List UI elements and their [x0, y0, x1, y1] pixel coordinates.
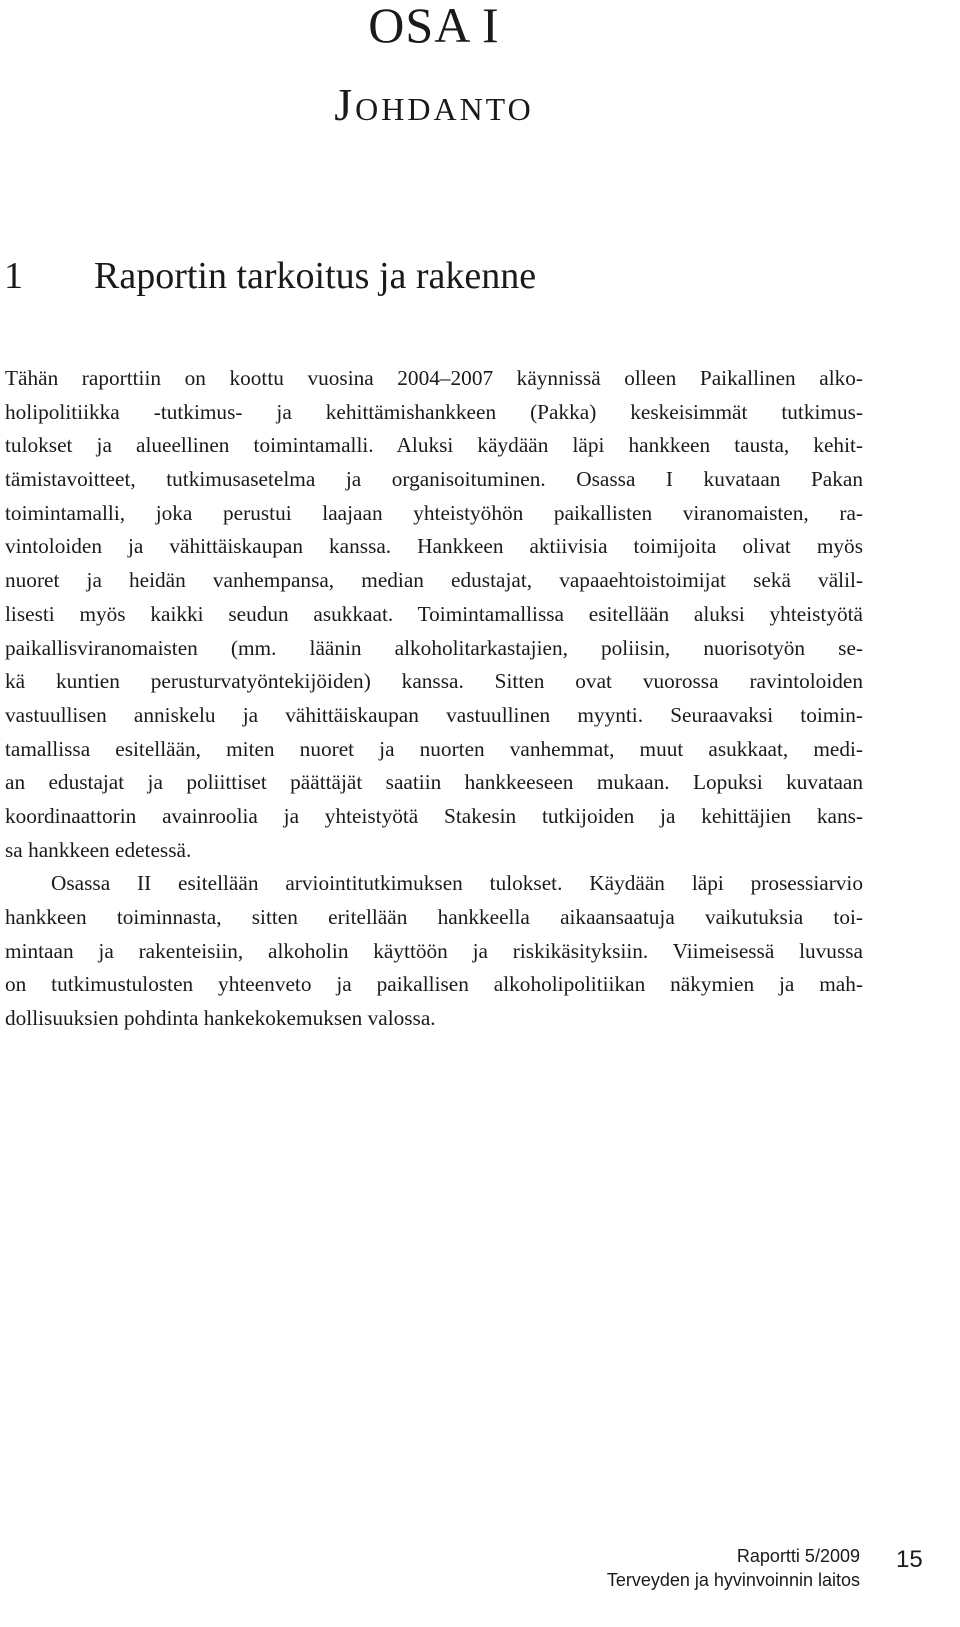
- publisher-name: Terveyden ja hyvinvoinnin laitos: [606, 1570, 860, 1590]
- text-line: paikallisviranomaisten (mm. läänin alkoholitarkastajien, poliisin, nuorisotyön se-: [5, 635, 863, 660]
- text-line: koordinaattorin avainroolia ja yhteistyötä Stakesin tutkijoiden ja kehittäjien kans-: [5, 803, 863, 828]
- part-title: Johdanto: [334, 79, 534, 130]
- text-line: toimintamalli, joka perustui laajaan yhteistyöhön paikallisten viranomaisten, ra-: [5, 500, 863, 525]
- text-line: tulokset ja alueellinen toimintamalli. Aluksi käydään läpi hankkeen tausta, kehit-: [5, 433, 863, 458]
- text-line: Tähän raporttiin on koottu vuosina 2004–2007 käynnissä olleen Paikallinen alko-: [5, 366, 863, 390]
- chapter-title: Raportin tarkoitus ja rakenne: [94, 255, 537, 297]
- text-line: holipolitiikka -tutkimus- ja kehittämishankkeen (Pakka) keskeisimmät tutkimus-: [5, 399, 863, 424]
- chapter-number: 1: [4, 255, 23, 297]
- text-line: dollisuuksien pohdinta hankekokemuksen valossa.: [5, 1006, 436, 1031]
- text-line: mintaan ja rakenteisiin, alkoholin käyttöön ja riskikäsityksiin. Viimeisessä luvussa: [5, 938, 863, 963]
- text-line: vastuullisen anniskelu ja vähittäiskaupan vastuullinen myynti. Seuraavaksi toimin-: [5, 702, 863, 727]
- text-line: Osassa II esitellään arviointitutkimuksen tulokset. Käydään läpi prosessiarvio: [51, 871, 863, 896]
- chapter-heading: [4, 254, 536, 298]
- text-line: vintoloiden ja vähittäiskaupan kanssa. Hankkeen aktiivisia toimijoita olivat myös: [5, 534, 863, 559]
- text-line: an edustajat ja poliittiset päättäjät saatiin hankkeeseen mukaan. Lopuksi kuvataan: [5, 770, 863, 795]
- running-footer: [607, 1544, 860, 1592]
- body-text: [5, 362, 863, 1036]
- part-label: OSA I: [368, 0, 500, 53]
- text-line: kä kuntien perusturvatyöntekijöiden) kanssa. Sitten ovat vuorossa ravintoloiden: [5, 669, 863, 694]
- text-line: on tutkimustulosten yhteenveto ja paikallisen alkoholipolitiikan näkymien ja mah-: [5, 972, 863, 997]
- report-number: Raportti 5/2009: [736, 1546, 860, 1566]
- text-line: nuoret ja heidän vanhempansa, median edustajat, vapaaehtoistoimijat sekä välil-: [5, 568, 863, 593]
- page-number: 15: [896, 1546, 923, 1573]
- text-line: hankkeen toiminnasta, sitten eritellään hankkeella aikaansaatuja vaikutuksia toi-: [5, 905, 863, 929]
- text-line: sa hankkeen edetessä.: [5, 837, 192, 862]
- text-line: lisesti myös kaikki seudun asukkaat. Toimintamallissa esitellään aluksi yhteistyötä: [5, 601, 863, 626]
- text-line: tamallissa esitellään, miten nuoret ja nuorten vanhemmat, muut asukkaat, medi-: [5, 736, 863, 761]
- text-line: tämistavoitteet, tutkimusasetelma ja organisoituminen. Osassa I kuvataan Pakan: [5, 467, 863, 492]
